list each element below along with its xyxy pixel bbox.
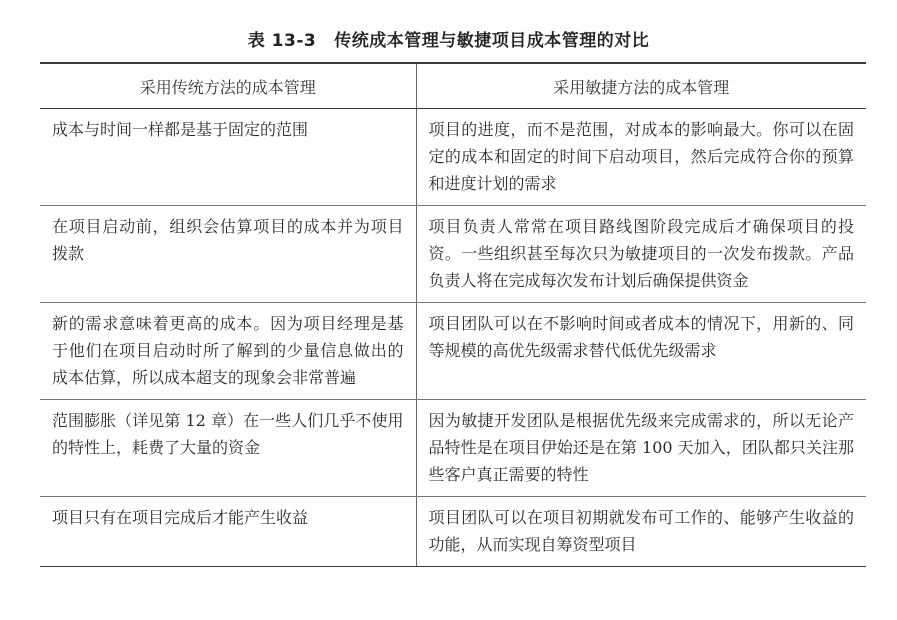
table-row (40, 303, 866, 400)
cell-traditional: 项目只有在项目完成后才能产生收益 (40, 497, 416, 567)
cell-traditional: 范围膨胀（详见第 12 章）在一些人们几乎不使用的特性上，耗费了大量的资金 (40, 400, 416, 497)
cell-agile: 项目负责人常常在项目路线图阶段完成后才确保项目的投资。一些组织甚至每次只为敏捷项目的一次发布拨款。产品负责人将在完成每次发布计划后确保提供资金 (416, 206, 866, 303)
cell-traditional: 在项目启动前，组织会估算项目的成本并为项目拨款 (40, 206, 416, 303)
header-agile: 采用敏捷方法的成本管理 (416, 63, 866, 109)
table-caption (0, 26, 897, 51)
table-title: 传统成本管理与敏捷项目成本管理的对比 (334, 31, 650, 51)
cell-agile: 项目团队可以在项目初期就发布可工作的、能够产生收益的功能，从而实现自筹资型项目 (416, 497, 866, 567)
table-number: 表 13-3 (247, 31, 317, 51)
header-traditional: 采用传统方法的成本管理 (40, 63, 416, 109)
table-row (40, 497, 866, 567)
cell-agile: 项目团队可以在不影响时间或者成本的情况下，用新的、同等规模的高优先级需求替代低优先级需求 (416, 303, 866, 400)
table-row (40, 400, 866, 497)
table-row (40, 109, 866, 206)
comparison-table (40, 62, 866, 567)
cell-traditional: 新的需求意味着更高的成本。因为项目经理是基于他们在项目启动时所了解到的少量信息做出的成本估算，所以成本超支的现象会非常普遍 (40, 303, 416, 400)
cell-traditional: 成本与时间一样都是基于固定的范围 (40, 109, 416, 206)
cell-agile: 因为敏捷开发团队是根据优先级来完成需求的，所以无论产品特性是在项目伊始还是在第 100 天加入，团队都只关注那些客户真正需要的特性 (416, 400, 866, 497)
table-row (40, 206, 866, 303)
table-header-row (40, 63, 866, 109)
cell-agile: 项目的进度，而不是范围，对成本的影响最大。你可以在固定的成本和固定的时间下启动项目，然后完成符合你的预算和进度计划的需求 (416, 109, 866, 206)
